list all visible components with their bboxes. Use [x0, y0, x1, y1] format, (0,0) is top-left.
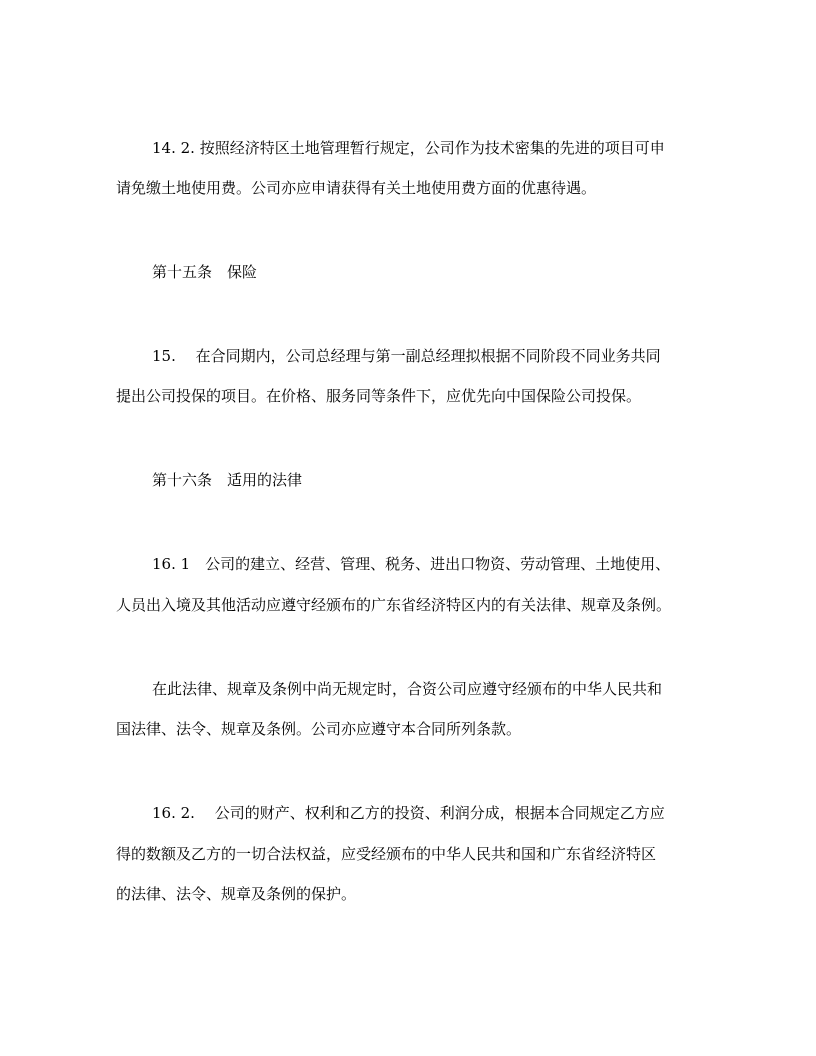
paragraph-15-line-1: 15. 在合同期内，公司总经理与第一副总经理拟根据不同阶段不同业务共同 — [152, 347, 661, 365]
paragraph-16-1b-line-1: 在此法律、规章及条例中尚无规定时，合资公司应遵守经颁布的中华人民共和 — [152, 680, 663, 698]
paragraph-14-2-line-1: 14. 2. 按照经济特区土地管理暂行规定，公司作为技术密集的先进的项目可申 — [152, 139, 665, 157]
paragraph-14-2-line-2: 请免缴土地使用费。公司亦应申请获得有关土地使用费方面的优惠待遇。 — [116, 179, 597, 197]
paragraph-16-2-line-3: 的法律、法令、规章及条例的保护。 — [116, 885, 357, 903]
paragraph-16-2-line-2: 得的数额及乙方的一切合法权益，应受经颁布的中华人民共和国和广东省经济特区 — [116, 845, 657, 863]
heading-article-16: 第十六条 适用的法律 — [152, 471, 303, 489]
paragraph-16-1b-line-2: 国法律、法令、规章及条例。公司亦应遵守本合同所列条款。 — [116, 720, 522, 738]
paragraph-16-2-line-1: 16. 2. 公司的财产、权利和乙方的投资、利润分成，根据本合同规定乙方应 — [152, 804, 665, 822]
paragraph-16-1-line-1: 16. 1 公司的建立、经营、管理、税务、进出口物资、劳动管理、土地使用、 — [152, 555, 671, 573]
paragraph-16-1-line-2: 人员出入境及其他活动应遵守经颁布的广东省经济特区内的有关法律、规章及条例。 — [116, 596, 672, 614]
paragraph-15-line-2: 提出公司投保的项目。在价格、服务同等条件下，应优先向中国保险公司投保。 — [116, 387, 642, 405]
heading-article-15: 第十五条 保险 — [152, 263, 258, 281]
